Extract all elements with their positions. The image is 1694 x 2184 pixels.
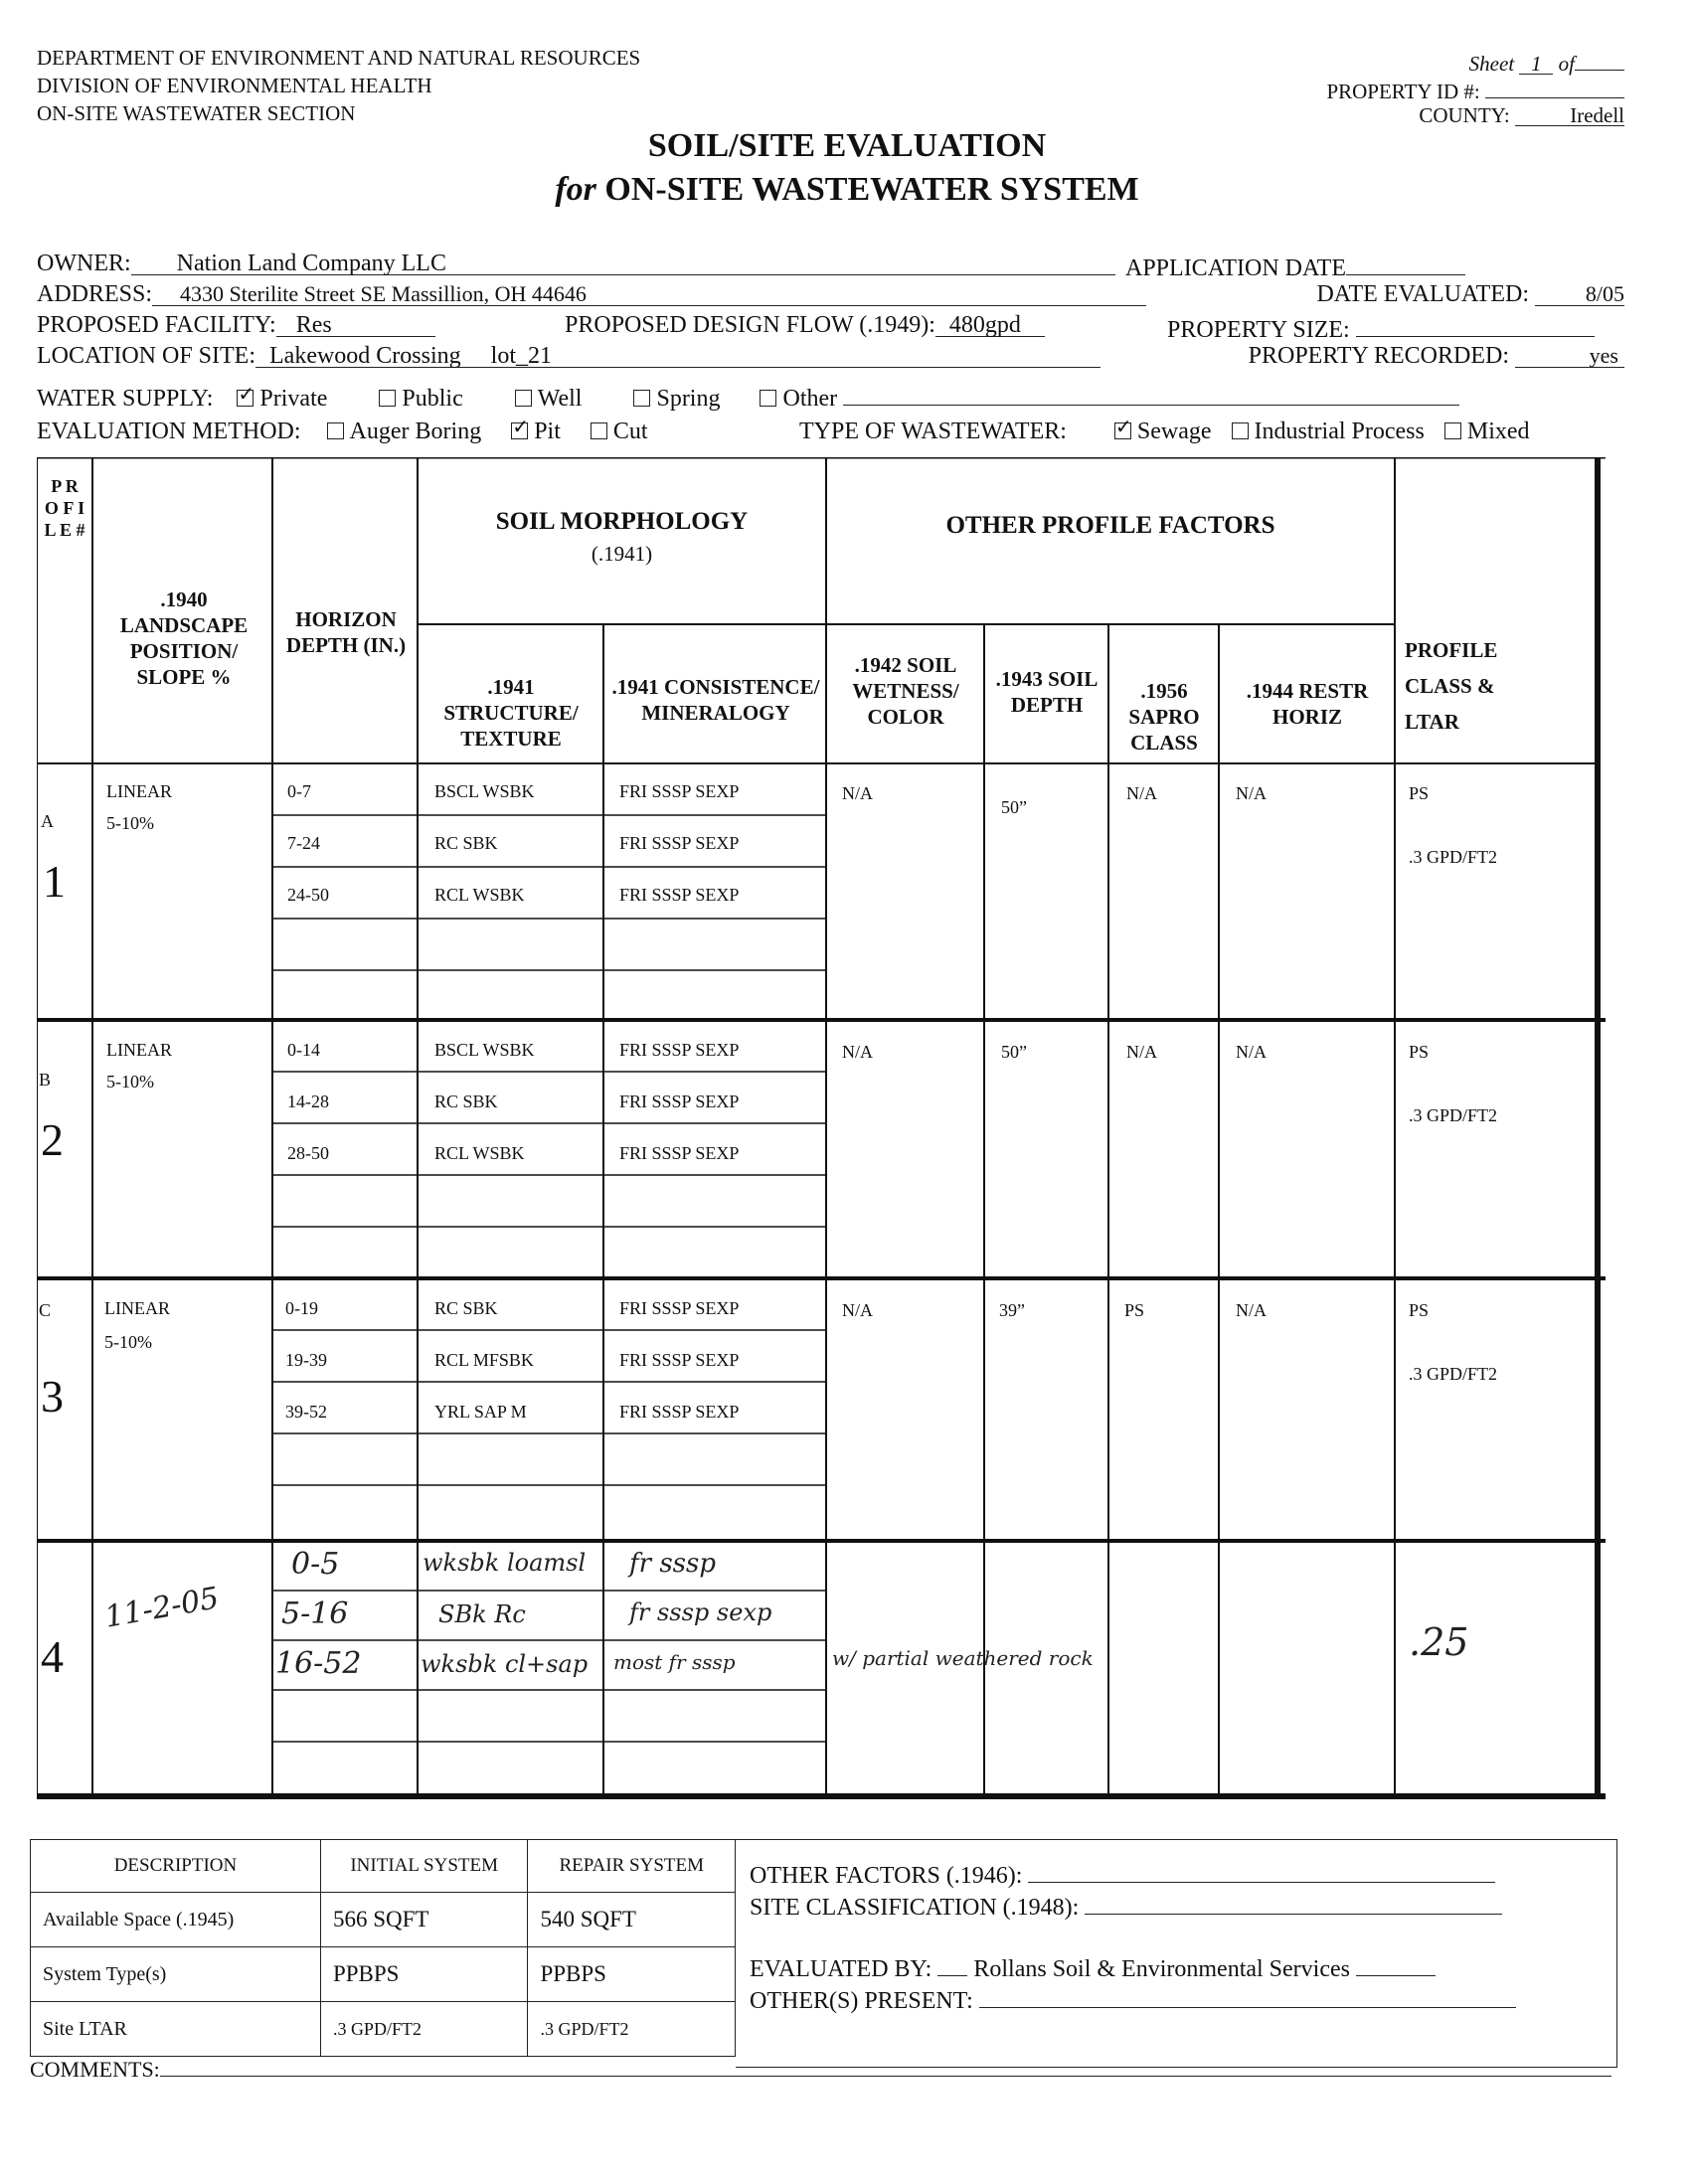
- water-other[interactable]: Other: [760, 386, 837, 412]
- profile-2-h2-structure: RC SBK: [434, 1092, 498, 1111]
- profile-1-wetness: N/A: [842, 783, 873, 803]
- profile-3-h3-structure: YRL SAP M: [434, 1402, 527, 1422]
- eval-auger[interactable]: Auger Boring: [327, 419, 482, 444]
- profile-2-letter: B: [39, 1070, 52, 1090]
- profile-4-h2-consistence: fr sssp sexp: [629, 1598, 772, 1626]
- profile-4-h2-structure: SBk Rc: [438, 1600, 526, 1628]
- header-profile-class: PROFILE CLASS & LTAR: [1405, 638, 1498, 734]
- eval-cut[interactable]: Cut: [591, 419, 648, 444]
- profile-1-sapro: N/A: [1126, 783, 1157, 803]
- header-soil-depth: .1943 SOIL DEPTH: [995, 667, 1099, 717]
- site-classification-field: SITE CLASSIFICATION (.1948):: [750, 1890, 1502, 1922]
- profile-3-landscape: LINEAR: [104, 1298, 170, 1318]
- form-title: SOIL/SITE EVALUATION: [647, 127, 1047, 164]
- other-factors-field: OTHER FACTORS (.1946):: [750, 1858, 1495, 1890]
- profile-2-landscape: LINEAR: [106, 1040, 172, 1060]
- profile-3-h1-structure: RC SBK: [434, 1298, 498, 1318]
- header-structure: .1941 STRUCTURE/ TEXTURE: [443, 675, 579, 751]
- water-well[interactable]: Well: [515, 386, 583, 412]
- division-line: DIVISION OF ENVIRONMENTAL HEALTH: [37, 74, 432, 97]
- profile-1-h1-structure: BSCL WSBK: [434, 781, 535, 801]
- profile-1-landscape: LINEAR: [106, 781, 172, 801]
- eval-pit[interactable]: ✓ Pit: [511, 419, 561, 444]
- water-private[interactable]: ✓ Private: [237, 386, 327, 412]
- header-horizon: HORIZON DEPTH (IN.): [285, 607, 407, 657]
- profile-1-restr: N/A: [1236, 783, 1267, 803]
- profile-2-h3-consistence: FRI SSSP SEXP: [619, 1143, 740, 1163]
- location-field: LOCATION OF SITE: Lakewood Crossing lot_21: [37, 343, 1101, 370]
- form-subtitle: for ON-SITE WASTEWATER SYSTEM: [555, 171, 1139, 208]
- header-landscape: .1940 LANDSCAPE POSITION/ SLOPE %: [119, 588, 249, 689]
- profile-2-slope: 5-10%: [106, 1072, 154, 1092]
- profile-2-h2-depth: 14-28: [287, 1092, 329, 1111]
- ww-sewage[interactable]: ✓ Sewage: [1114, 419, 1212, 444]
- proposed-facility-field: PROPOSED FACILITY: Res: [37, 312, 435, 339]
- owner-field: OWNER: Nation Land Company LLC: [37, 251, 1115, 277]
- profile-2-wetness: N/A: [842, 1042, 873, 1062]
- profile-2-restr: N/A: [1236, 1042, 1267, 1062]
- profile-1-slope: 5-10%: [106, 813, 154, 833]
- profile-3-h2-depth: 19-39: [285, 1350, 327, 1370]
- profile-2-ltar: .3 GPD/FT2: [1409, 1105, 1498, 1125]
- profile-1-h3-structure: RCL WSBK: [434, 885, 525, 905]
- profile-2-sapro: N/A: [1126, 1042, 1157, 1062]
- col-description: DESCRIPTION: [31, 1840, 321, 1893]
- system-summary-table: [30, 1839, 736, 2068]
- profile-3-class: PS: [1409, 1300, 1430, 1320]
- profile-1-h1-depth: 0-7: [287, 781, 311, 801]
- profile-3-ltar: .3 GPD/FT2: [1409, 1364, 1498, 1384]
- application-date-field: APPLICATION DATE: [1125, 251, 1465, 282]
- water-spring[interactable]: Spring: [633, 386, 720, 412]
- col-repair: REPAIR SYSTEM: [528, 1840, 736, 1893]
- ww-industrial[interactable]: Industrial Process: [1232, 419, 1425, 444]
- profile-1-h3-depth: 24-50: [287, 885, 329, 905]
- profile-3-h3-depth: 39-52: [285, 1402, 327, 1422]
- profile-3-h1-depth: 0-19: [285, 1298, 318, 1318]
- profile-1-depth: 50”: [1001, 797, 1027, 817]
- profile-4-h1-consistence: fr sssp: [629, 1549, 716, 1579]
- col-initial: INITIAL SYSTEM: [320, 1840, 528, 1893]
- section-line: ON-SITE WASTEWATER SECTION: [37, 101, 356, 125]
- evaluation-method-row: EVALUATION METHOD: Auger Boring ✓ Pit Cut: [37, 419, 648, 445]
- evaluated-by-field: EVALUATED BY: Rollans Soil & Environmental Services: [750, 1951, 1436, 1983]
- wastewater-type-row: TYPE OF WASTEWATER: ✓ Sewage Industrial Process Mixed: [799, 419, 1530, 445]
- header-consistence: .1941 CONSISTENCE/ MINERALOGY: [611, 675, 820, 725]
- profile-4-h3-depth: 16-52: [275, 1646, 362, 1681]
- profile-4-h1-structure: wksbk loamsl: [423, 1549, 587, 1577]
- profile-3-letter: C: [39, 1300, 52, 1320]
- profile-1-h1-consistence: FRI SSSP SEXP: [619, 781, 740, 801]
- table-grid-lines: [37, 457, 1606, 1799]
- profile-1-h2-depth: 7-24: [287, 833, 320, 853]
- profile-4-h3-consistence: most fr sssp: [613, 1650, 736, 1674]
- profile-1-class: PS: [1409, 783, 1430, 803]
- property-id: PROPERTY ID #:: [1326, 74, 1624, 105]
- dept-line: DEPARTMENT OF ENVIRONMENT AND NATURAL RESOURCES: [37, 46, 641, 70]
- table-row: Available Space (.1945) 566 SQFT 540 SQFT: [31, 1893, 736, 1947]
- profile-2-h2-consistence: FRI SSSP SEXP: [619, 1092, 740, 1111]
- date-evaluated-field: DATE EVALUATED: 8/05: [1316, 281, 1624, 307]
- profile-4-h1-depth: 0-5: [291, 1547, 340, 1582]
- profile-3-h3-consistence: FRI SSSP SEXP: [619, 1402, 740, 1422]
- profile-1-h2-structure: RC SBK: [434, 833, 498, 853]
- address-field: ADDRESS: 4330 Sterilite Street SE Massillion, OH 44646: [37, 281, 1146, 308]
- header-other-factors: OTHER PROFILE FACTORS: [945, 512, 1275, 539]
- header-soil-morphology: SOIL MORPHOLOGY: [495, 508, 749, 535]
- profile-4-h2-depth: 5-16: [281, 1596, 349, 1631]
- profile-3-h1-consistence: FRI SSSP SEXP: [619, 1298, 740, 1318]
- table-row: Site LTAR .3 GPD/FT2 .3 GPD/FT2: [31, 2002, 736, 2057]
- county: COUNTY: Iredell: [1419, 103, 1624, 127]
- water-supply-row: WATER SUPPLY: ✓ Private Public Well Spring Other: [37, 381, 1459, 413]
- profile-2-h1-consistence: FRI SSSP SEXP: [619, 1040, 740, 1060]
- profile-2-depth: 50”: [1001, 1042, 1027, 1062]
- profile-2-class: PS: [1409, 1042, 1430, 1062]
- property-recorded-field: PROPERTY RECORDED: yes: [1249, 343, 1624, 370]
- profile-3-h2-structure: RCL MFSBK: [434, 1350, 534, 1370]
- profile-3-restr: N/A: [1236, 1300, 1267, 1320]
- evaluation-summary-box: [736, 1839, 1617, 2068]
- property-size-field: PROPERTY SIZE:: [1167, 312, 1595, 344]
- profile-3-number: 3: [41, 1371, 64, 1422]
- header-restr: .1944 RESTR HORIZ: [1246, 679, 1369, 729]
- table-row: System Type(s) PPBPS PPBPS: [31, 1947, 736, 2002]
- profile-4-number: 4: [41, 1631, 64, 1682]
- profile-2-h3-depth: 28-50: [287, 1143, 329, 1163]
- profile-table: [37, 457, 1606, 1799]
- profile-3-depth: 39”: [999, 1300, 1025, 1320]
- header-wetness: .1942 SOIL WETNESS/ COLOR: [852, 653, 959, 729]
- design-flow-field: PROPOSED DESIGN FLOW (.1949): 480gpd: [565, 312, 1045, 339]
- profile-2-number: 2: [41, 1114, 64, 1165]
- profile-3-wetness: N/A: [842, 1300, 873, 1320]
- sheet-info: Sheet 1 of: [1469, 46, 1624, 78]
- profile-1-h3-consistence: FRI SSSP SEXP: [619, 885, 740, 905]
- profile-1-number: 1: [43, 856, 66, 907]
- profile-3-slope: 5-10%: [104, 1332, 152, 1352]
- comments-field: COMMENTS:: [30, 2056, 1611, 2083]
- profile-2-h1-depth: 0-14: [287, 1040, 320, 1060]
- profile-2-h1-structure: BSCL WSBK: [434, 1040, 535, 1060]
- profile-1-letter: A: [41, 811, 54, 831]
- profile-4-class: .25: [1409, 1620, 1469, 1664]
- water-public[interactable]: Public: [379, 386, 462, 412]
- ww-mixed[interactable]: Mixed: [1444, 419, 1530, 444]
- header-profile: P R O F I L E #: [44, 476, 85, 540]
- others-present-field: OTHER(S) PRESENT:: [750, 1983, 1516, 2015]
- profile-3-h2-consistence: FRI SSSP SEXP: [619, 1350, 740, 1370]
- header-sapro: .1956 SAPRO CLASS: [1128, 679, 1200, 755]
- profile-4-wetness: w/ partial weathered rock: [832, 1646, 1094, 1670]
- profile-4-h3-structure: wksbk cl+sap: [421, 1650, 589, 1678]
- profile-1-h2-consistence: FRI SSSP SEXP: [619, 833, 740, 853]
- header-soil-morphology-code: (.1941): [591, 542, 653, 566]
- profile-1-ltar: .3 GPD/FT2: [1409, 847, 1498, 867]
- profile-4-landscape: 11-2-05: [101, 1581, 222, 1635]
- profile-3-sapro: PS: [1124, 1300, 1145, 1320]
- profile-2-h3-structure: RCL WSBK: [434, 1143, 525, 1163]
